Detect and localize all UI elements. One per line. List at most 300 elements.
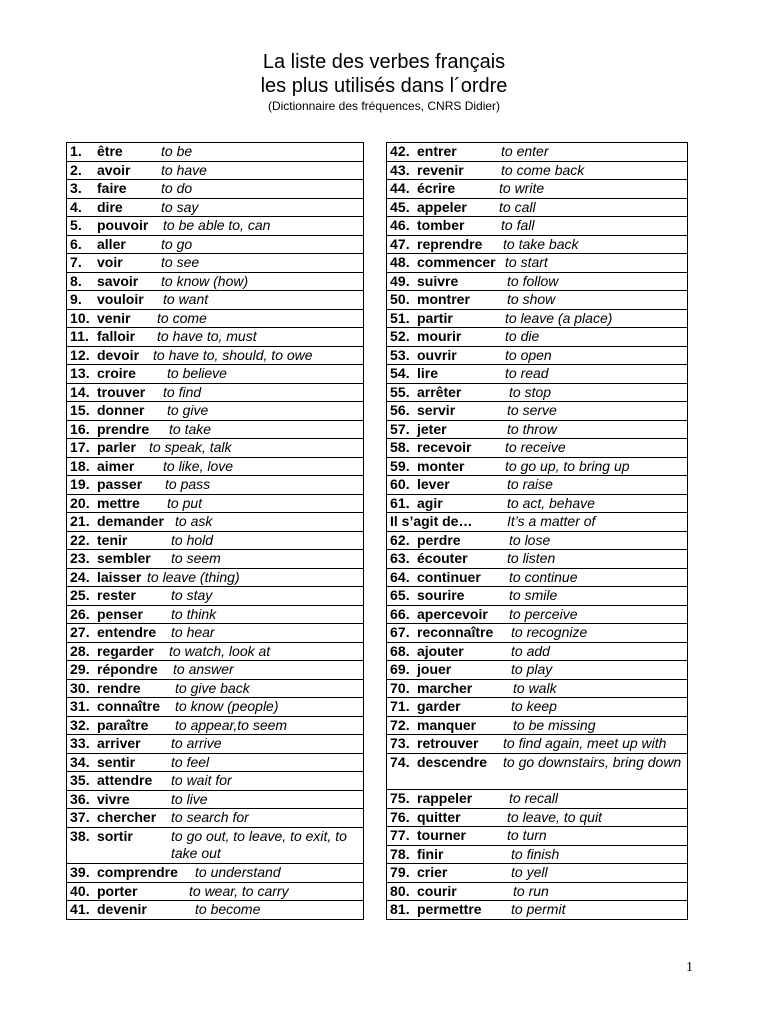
verb-row: [67, 162, 363, 181]
verb-infinitive: apercevoir: [417, 605, 488, 622]
verb-row: [67, 495, 363, 514]
verb-rank: 66.: [390, 605, 410, 622]
verb-rank: 4.: [70, 198, 82, 215]
verb-rank: 72.: [390, 716, 410, 733]
verb-translation: to watch, look at: [169, 642, 271, 659]
verb-infinitive: garder: [417, 698, 461, 714]
verb-rank: 10.: [70, 309, 90, 326]
verb-infinitive: descendre: [417, 753, 488, 770]
verb-translation: to leave, to quit: [507, 808, 602, 825]
verb-infinitive: appeler: [417, 198, 467, 215]
verb-infinitive: entrer: [417, 143, 457, 159]
verb-translation: to keep: [511, 698, 557, 714]
verb-row: [67, 864, 363, 883]
verb-row: [387, 347, 687, 366]
verb-infinitive: sourire: [417, 587, 465, 603]
verb-rank: 1.: [70, 143, 82, 159]
document-title-line-2: les plus utilisés dans l´ordre: [260, 75, 508, 97]
verb-rank: 35.: [70, 772, 90, 788]
verb-rank: 45.: [390, 198, 410, 215]
verb-infinitive: ajouter: [417, 642, 464, 659]
verb-translation: to serve: [507, 402, 557, 418]
verb-rank: 32.: [70, 716, 90, 733]
verb-row: [387, 236, 687, 255]
verb-row: [387, 827, 687, 846]
verb-rank: 81.: [390, 901, 410, 917]
verb-translation: to throw: [507, 420, 557, 437]
verb-rank: 42.: [390, 143, 410, 159]
verb-translation: to hear: [171, 624, 215, 640]
verb-rank: 14.: [70, 383, 90, 400]
verb-translation: to find: [163, 383, 202, 400]
verb-translation: to think: [171, 605, 217, 622]
document-header: [0, 50, 768, 114]
verb-translation: to hold: [171, 531, 214, 548]
verb-translation: to feel: [171, 753, 210, 770]
verb-translation: to appear,to seem: [175, 716, 288, 733]
verb-infinitive: prendre: [97, 420, 150, 437]
verb-rank: 71.: [390, 698, 410, 714]
verb-translation: to call: [499, 198, 536, 215]
verb-infinitive: voir: [97, 254, 123, 270]
verb-infinitive: chercher: [97, 809, 157, 825]
verb-rank: 62.: [390, 531, 410, 548]
verb-row: [67, 809, 363, 828]
verb-translation: to have to, must: [157, 328, 257, 344]
verb-rank: 60.: [390, 476, 410, 492]
verb-rank: 75.: [390, 790, 410, 806]
verb-translation: to become: [195, 901, 261, 917]
verb-infinitive: aimer: [97, 457, 135, 474]
verb-translation: to show: [507, 291, 556, 307]
verb-row: [387, 291, 687, 310]
verb-translation: to leave (thing): [147, 568, 240, 585]
verb-rank: 61.: [390, 494, 410, 511]
verb-row: [67, 421, 363, 440]
verb-translation: to receive: [505, 439, 566, 455]
verb-rank: 47.: [390, 235, 410, 252]
verb-row: [387, 735, 687, 754]
verb-infinitive: aller: [97, 235, 126, 252]
verb-row: [67, 347, 363, 366]
verb-infinitive: monter: [417, 457, 465, 474]
verb-row: [387, 476, 687, 495]
verb-translation: to be able to, can: [163, 217, 271, 233]
verb-infinitive: rendre: [97, 679, 141, 696]
verb-translation: to answer: [173, 661, 234, 677]
verb-infinitive: sentir: [97, 753, 136, 770]
verb-rank: 43.: [390, 161, 410, 178]
verb-infinitive: rester: [97, 587, 136, 603]
verb-rank: 30.: [70, 679, 90, 696]
verb-infinitive: paraître: [97, 716, 149, 733]
verb-rank: 17.: [70, 439, 90, 455]
verb-translation: to play: [511, 661, 553, 677]
verb-rank: 24.: [70, 568, 90, 585]
verb-row: [67, 587, 363, 606]
verb-translation: to turn: [507, 827, 547, 843]
verb-translation: to perceive: [509, 605, 578, 622]
verb-translation: to know (people): [175, 698, 279, 714]
verb-infinitive: revenir: [417, 161, 464, 178]
verb-translation: to stop: [509, 383, 552, 400]
verb-rank: 37.: [70, 809, 90, 825]
verb-rank: 54.: [390, 365, 410, 381]
verb-translation: to stay: [171, 587, 213, 603]
verb-rank: 8.: [70, 272, 82, 289]
verb-rank: 6.: [70, 235, 82, 252]
verb-rank: 52.: [390, 328, 410, 344]
verb-row: [67, 291, 363, 310]
verb-rank: 18.: [70, 457, 90, 474]
verb-rank: 68.: [390, 642, 410, 659]
verb-translation: to leave (a place): [505, 309, 613, 326]
verb-row: [387, 901, 687, 919]
verb-row: [387, 402, 687, 421]
verb-infinitive: venir: [97, 309, 131, 326]
verb-translation: to continue: [509, 568, 578, 585]
verb-infinitive: tenir: [97, 531, 128, 548]
verb-rank: 80.: [390, 882, 410, 899]
verb-infinitive: écouter: [417, 550, 468, 566]
verb-rank: 2.: [70, 161, 82, 178]
verb-row: [387, 569, 687, 588]
verb-rank: 40.: [70, 882, 90, 899]
verb-infinitive: falloir: [97, 328, 136, 344]
verb-rank: 63.: [390, 550, 410, 566]
verb-row: [67, 476, 363, 495]
verb-translation: to like, love: [163, 457, 234, 474]
verb-translation: to wear, to carry: [189, 882, 289, 899]
verb-row: [387, 790, 687, 809]
verb-infinitive: Il s’agit de…: [390, 513, 473, 529]
verb-infinitive: penser: [97, 605, 143, 622]
verb-infinitive: donner: [97, 402, 145, 418]
verb-translation: to search for: [171, 809, 249, 825]
verb-rank: 59.: [390, 457, 410, 474]
verb-infinitive: lire: [417, 365, 439, 381]
verb-rank: 74.: [390, 753, 410, 770]
verb-row: [67, 273, 363, 292]
verb-infinitive: finir: [417, 845, 444, 862]
verb-rank: 28.: [70, 642, 90, 659]
verb-row: [67, 735, 363, 754]
verb-row: [67, 199, 363, 218]
verb-row: [387, 846, 687, 865]
verb-infinitive: commencer: [417, 254, 496, 270]
verb-row: [67, 661, 363, 680]
verb-translation: to go out, to leave, to exit, to take out: [171, 827, 347, 861]
verb-rank: 46.: [390, 217, 410, 233]
verb-rank: 50.: [390, 291, 410, 307]
verb-rank: 38.: [70, 827, 90, 844]
verb-row: [387, 495, 687, 514]
verb-rank: 44.: [390, 180, 410, 196]
verb-translation: to fall: [501, 217, 535, 233]
verb-row: [67, 254, 363, 273]
verb-infinitive: porter: [97, 882, 138, 899]
verb-row: [387, 328, 687, 347]
document-title-line-1: La liste des verbes français: [262, 51, 506, 73]
verb-infinitive: quitter: [417, 808, 461, 825]
verb-rank: 12.: [70, 346, 90, 363]
verb-rank: 7.: [70, 254, 82, 270]
verb-row: [387, 883, 687, 902]
verb-row: [67, 310, 363, 329]
verb-translation: to recognize: [511, 624, 588, 640]
verb-rank: 13.: [70, 365, 90, 381]
verb-translation: to act, behave: [507, 494, 595, 511]
verb-rank: 34.: [70, 753, 90, 770]
verb-table-left: [66, 142, 364, 920]
verb-row: [387, 661, 687, 680]
verb-row: [67, 791, 363, 810]
verb-rank: 49.: [390, 272, 410, 289]
verb-infinitive: mourir: [417, 328, 462, 344]
verb-rank: 41.: [70, 901, 90, 917]
verb-translation: to raise: [507, 476, 553, 492]
verb-row: [387, 864, 687, 883]
verb-infinitive: perdre: [417, 531, 461, 548]
verb-infinitive: reconnaître: [417, 624, 494, 640]
verb-row: [387, 162, 687, 181]
verb-infinitive: vivre: [97, 790, 130, 807]
verb-row: [67, 532, 363, 551]
verb-rank: 65.: [390, 587, 410, 603]
verb-translation: to recall: [509, 790, 559, 806]
verb-translation: to wait for: [171, 772, 232, 788]
verb-row: [387, 624, 687, 643]
verb-infinitive: ouvrir: [417, 346, 457, 363]
verb-rank: 51.: [390, 309, 410, 326]
document-subtitle: (Dictionnaire des fréquences, CNRS Didier): [267, 99, 501, 113]
verb-infinitive: entendre: [97, 624, 157, 640]
verb-infinitive: répondre: [97, 661, 158, 677]
verb-row: [387, 384, 687, 403]
verb-infinitive: suivre: [417, 272, 459, 289]
verb-row: [67, 550, 363, 569]
verb-translation: to have to, should, to owe: [153, 346, 313, 363]
verb-infinitive: vouloir: [97, 291, 144, 307]
verb-infinitive: crier: [417, 864, 448, 880]
verb-infinitive: tourner: [417, 827, 466, 843]
verb-translation: It’s a matter of: [507, 513, 596, 529]
verb-infinitive: devenir: [97, 901, 147, 917]
verb-translation: to die: [505, 328, 540, 344]
verb-translation: to give back: [175, 679, 250, 696]
verb-infinitive: croire: [97, 365, 136, 381]
verb-rank: 73.: [390, 735, 410, 751]
verb-rank: 53.: [390, 346, 410, 363]
verb-infinitive: arriver: [97, 735, 141, 751]
verb-rank: 22.: [70, 531, 90, 548]
page-number: 1: [686, 960, 693, 975]
verb-infinitive: dire: [97, 198, 123, 215]
verb-infinitive: continuer: [417, 568, 481, 585]
verb-infinitive: sembler: [97, 550, 151, 566]
verb-row: [387, 698, 687, 717]
verb-infinitive: passer: [97, 476, 143, 492]
verb-row: [387, 199, 687, 218]
verb-rank: 70.: [390, 679, 410, 696]
verb-translation: to do: [161, 180, 193, 196]
verb-row: [387, 532, 687, 551]
verb-infinitive: avoir: [97, 161, 131, 178]
verb-translation: to know (how): [161, 272, 249, 289]
verb-translation: to give: [167, 402, 209, 418]
verb-rank: 20.: [70, 494, 90, 511]
verb-row: [67, 717, 363, 736]
verb-infinitive: devoir: [97, 346, 140, 363]
verb-infinitive: permettre: [417, 901, 482, 917]
verb-infinitive: arrêter: [417, 383, 462, 400]
verb-infinitive: jeter: [417, 420, 447, 437]
verb-translation: to open: [505, 346, 552, 363]
verb-translation: to speak, talk: [149, 439, 232, 455]
verb-infinitive: parler: [97, 439, 136, 455]
verb-translation: to go: [161, 235, 193, 252]
verb-translation: to come back: [501, 161, 585, 178]
verb-rank: 78.: [390, 845, 410, 862]
verb-row: [67, 643, 363, 662]
verb-row: [67, 365, 363, 384]
verb-translation: to say: [161, 198, 199, 215]
verb-row: [387, 606, 687, 625]
verb-rank: 64.: [390, 568, 410, 585]
verb-translation: to permit: [511, 901, 566, 917]
verb-translation: to understand: [195, 864, 281, 880]
verb-rank: 25.: [70, 587, 90, 603]
verb-rank: 79.: [390, 864, 410, 880]
verb-rank: 5.: [70, 217, 82, 233]
verb-rank: 39.: [70, 864, 90, 880]
verb-infinitive: sortir: [97, 827, 133, 844]
verb-translation: to take: [169, 420, 212, 437]
verb-row: [67, 402, 363, 421]
verb-translation: to lose: [509, 531, 551, 548]
verb-translation: to walk: [513, 679, 557, 696]
verb-infinitive: trouver: [97, 383, 146, 400]
verb-infinitive: comprendre: [97, 864, 178, 880]
verb-row: [67, 384, 363, 403]
verb-infinitive: lever: [417, 476, 450, 492]
verb-translation: to want: [163, 291, 209, 307]
verb-infinitive: tomber: [417, 217, 465, 233]
verb-row: [387, 310, 687, 329]
verb-row: [387, 180, 687, 199]
verb-row: [67, 217, 363, 236]
verb-rank: 33.: [70, 735, 90, 751]
verb-row: [67, 458, 363, 477]
verb-translation: to add: [511, 642, 550, 659]
verb-translation: to be missing: [513, 716, 596, 733]
verb-rank: 56.: [390, 402, 410, 418]
verb-row: [67, 143, 363, 162]
verb-infinitive: agir: [417, 494, 443, 511]
verb-rank: 67.: [390, 624, 410, 640]
verb-row: [387, 273, 687, 292]
verb-infinitive: demander: [97, 513, 164, 529]
verb-rank: 69.: [390, 661, 410, 677]
verb-row: [387, 365, 687, 384]
verb-translation: to be: [161, 143, 193, 159]
verb-translation: to go downstairs, bring down: [503, 753, 682, 770]
verb-row: [387, 643, 687, 662]
verb-row: [67, 883, 363, 902]
verb-infinitive: courir: [417, 882, 457, 899]
verb-row: [67, 439, 363, 458]
verb-rank: 23.: [70, 550, 90, 566]
verb-infinitive: mettre: [97, 494, 140, 511]
verb-translation: to have: [161, 161, 207, 178]
verb-row: [67, 754, 363, 773]
verb-rank: 48.: [390, 254, 410, 270]
verb-rank: 19.: [70, 476, 90, 492]
verb-infinitive: jouer: [417, 661, 452, 677]
verb-rank: 11.: [70, 328, 89, 344]
verb-translation: to take back: [503, 235, 579, 252]
verb-rank: 58.: [390, 439, 410, 455]
verb-row: [67, 569, 363, 588]
verb-translation: to believe: [167, 365, 227, 381]
verb-infinitive: manquer: [417, 716, 477, 733]
verb-translation: to find again, meet up with: [503, 735, 667, 751]
verb-table-right: [386, 142, 688, 920]
verb-translation: to live: [171, 790, 208, 807]
verb-rank: 36.: [70, 790, 90, 807]
verb-rank: 29.: [70, 661, 90, 677]
verb-infinitive: servir: [417, 402, 456, 418]
verb-row: [67, 236, 363, 255]
verb-translation: to start: [505, 254, 548, 270]
verb-translation: to run: [513, 882, 549, 899]
verb-translation: to see: [161, 254, 200, 270]
verb-row: [387, 717, 687, 736]
verb-row: [67, 828, 363, 865]
verb-infinitive: faire: [97, 180, 127, 196]
verb-translation: to put: [167, 494, 203, 511]
verb-infinitive: partir: [417, 309, 453, 326]
verb-rank: 55.: [390, 383, 410, 400]
verb-rank: 57.: [390, 420, 410, 437]
verb-rank: 31.: [70, 698, 90, 714]
verb-infinitive: regarder: [97, 642, 154, 659]
verb-row: [387, 513, 687, 532]
verb-row: [387, 809, 687, 828]
verb-translation: to go up, to bring up: [505, 457, 630, 474]
verb-infinitive: marcher: [417, 679, 473, 696]
verb-row: [67, 513, 363, 532]
verb-infinitive: retrouver: [417, 735, 479, 751]
verb-row: [67, 680, 363, 699]
verb-row: [67, 606, 363, 625]
verb-row: [387, 754, 687, 791]
verb-translation: to read: [505, 365, 549, 381]
verb-row: [387, 143, 687, 162]
verb-translation: to listen: [507, 550, 556, 566]
verb-row: [387, 217, 687, 236]
verb-rank: 26.: [70, 605, 90, 622]
verb-infinitive: être: [97, 143, 123, 159]
verb-infinitive: rappeler: [417, 790, 473, 806]
verb-translation: to come: [157, 309, 207, 326]
verb-infinitive: laisser: [97, 568, 142, 585]
verb-translation: to yell: [511, 864, 548, 880]
verb-row: [387, 587, 687, 606]
verb-row: [387, 458, 687, 477]
verb-row: [67, 624, 363, 643]
verb-row: [387, 421, 687, 440]
